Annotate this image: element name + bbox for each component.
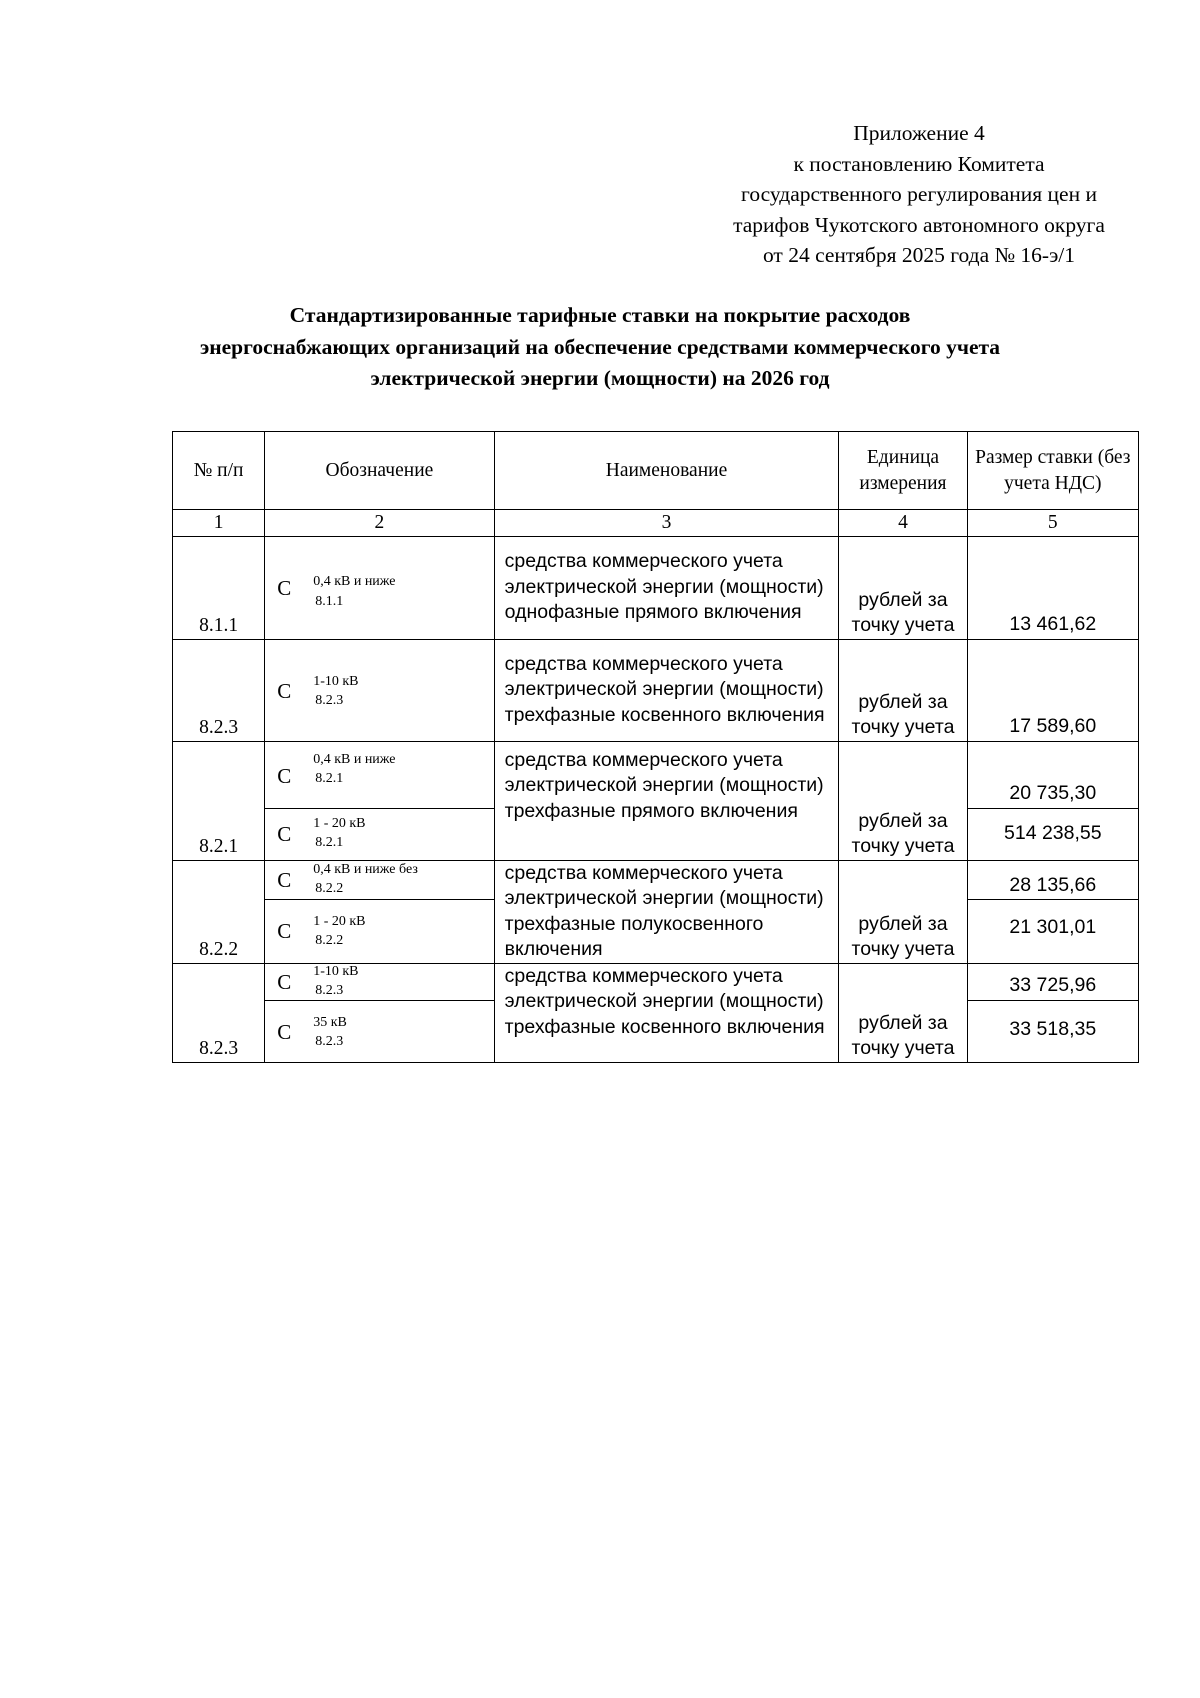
designation-index: 8.1.1 [315,593,344,609]
title-line: Стандартизированные тарифные ставки на покрытие расходов [289,303,911,327]
unit-cell: рублей за точку учета [839,536,967,639]
designation-cell [265,1000,494,1062]
row-number: 8.2.1 [173,741,265,860]
designation-voltage: 0,4 кВ и ниже [313,751,396,767]
header-name: Наименование [494,432,839,510]
designation-cell [265,536,494,639]
rate-value: 20 735,30 [967,741,1138,808]
designation-cell [265,860,494,900]
name-cell: средства коммерческого учета электрической энергии (мощности) трехфазные косвенного включения [494,963,839,1062]
designation-voltage: 1-10 кВ [313,673,359,689]
table-row [173,741,1139,808]
designation-index: 8.2.3 [315,692,344,708]
designation-index: 8.2.1 [315,834,344,850]
column-number: 2 [265,510,494,537]
name-cell: средства коммерческого учета электрической энергии (мощности) трехфазные прямого включения [494,741,839,860]
appendix-line: тарифов Чукотского автономного округа [733,212,1105,237]
designation-cell [265,808,494,860]
header-rate: Размер ставки (без учета НДС) [967,432,1138,510]
column-number: 3 [494,510,839,537]
document-title [100,300,1100,395]
row-number: 8.2.3 [173,639,265,741]
appendix-line: от 24 сентября 2025 года № 16-э/1 [762,243,1076,267]
column-number: 4 [839,510,967,537]
rate-value: 21 301,01 [967,900,1138,963]
designation-symbol: С [277,919,292,944]
designation-symbol: С [277,1019,292,1044]
designation-voltage: 1 - 20 кВ [313,815,366,831]
table-row [173,963,1139,1000]
table-row [173,860,1139,900]
rate-value: 514 238,55 [967,808,1138,860]
unit-cell: рублей за точку учета [839,741,967,860]
designation-index: 8.2.3 [315,982,344,998]
column-number-row [173,510,1139,537]
designation-index: 8.2.2 [315,880,344,896]
unit-cell: рублей за точку учета [839,860,967,963]
column-number: 5 [967,510,1138,537]
designation-index: 8.2.3 [315,1033,344,1049]
designation-symbol: С [277,678,292,703]
unit-cell: рублей за точку учета [839,639,967,741]
designation-index: 8.2.2 [315,933,344,949]
designation-cell [265,741,494,808]
rate-value: 13 461,62 [967,536,1138,639]
designation-symbol: С [277,763,292,788]
appendix-line: к постановлению Комитета [793,151,1045,176]
row-number: 8.1.1 [173,536,265,639]
designation-symbol: С [277,969,292,994]
designation-voltage: 1 - 20 кВ [313,914,366,930]
unit-cell: рублей за точку учета [839,963,967,1062]
appendix-line: Приложение 4 [853,121,985,145]
row-number: 8.2.2 [173,860,265,963]
designation-voltage: 0,4 кВ и ниже без [313,861,418,877]
header-unit: Единица измерения [839,432,967,510]
name-cell: средства коммерческого учета электрической энергии (мощности) трехфазные полукосвенного включения [494,860,839,963]
name-cell: средства коммерческого учета электрической энергии (мощности) однофазные прямого включения [494,536,839,639]
rate-value: 17 589,60 [967,639,1138,741]
row-number: 8.2.3 [173,963,265,1062]
designation-index: 8.2.1 [315,770,344,786]
appendix-line: государственного регулирования цен и [741,182,1097,206]
designation-voltage: 35 кВ [313,1014,347,1030]
designation-symbol: С [277,575,292,600]
designation-cell [265,900,494,963]
designation-cell [265,639,494,741]
name-cell: средства коммерческого учета электрической энергии (мощности) трехфазные косвенного включения [494,639,839,741]
header-designation: Обозначение [265,432,494,510]
tariff-table [172,431,1139,1063]
appendix-block [599,118,1200,271]
designation-symbol: С [277,867,292,892]
rate-value: 33 725,96 [967,963,1138,1000]
table-row [173,639,1139,741]
rate-value: 33 518,35 [967,1000,1138,1062]
designation-voltage: 1-10 кВ [313,963,359,979]
designation-voltage: 0,4 кВ и ниже [313,573,396,589]
designation-cell [265,963,494,1000]
header-number: № п/п [173,432,265,510]
column-number: 1 [173,510,265,537]
title-line: электрической энергии (мощности) на 2026 год [370,366,830,390]
designation-symbol: С [277,821,292,846]
title-line: энергоснабжающих организаций на обеспечение средствами коммерческого учета [199,334,1001,359]
table-header-row [173,432,1139,510]
rate-value: 28 135,66 [967,860,1138,900]
table-row [173,536,1139,639]
